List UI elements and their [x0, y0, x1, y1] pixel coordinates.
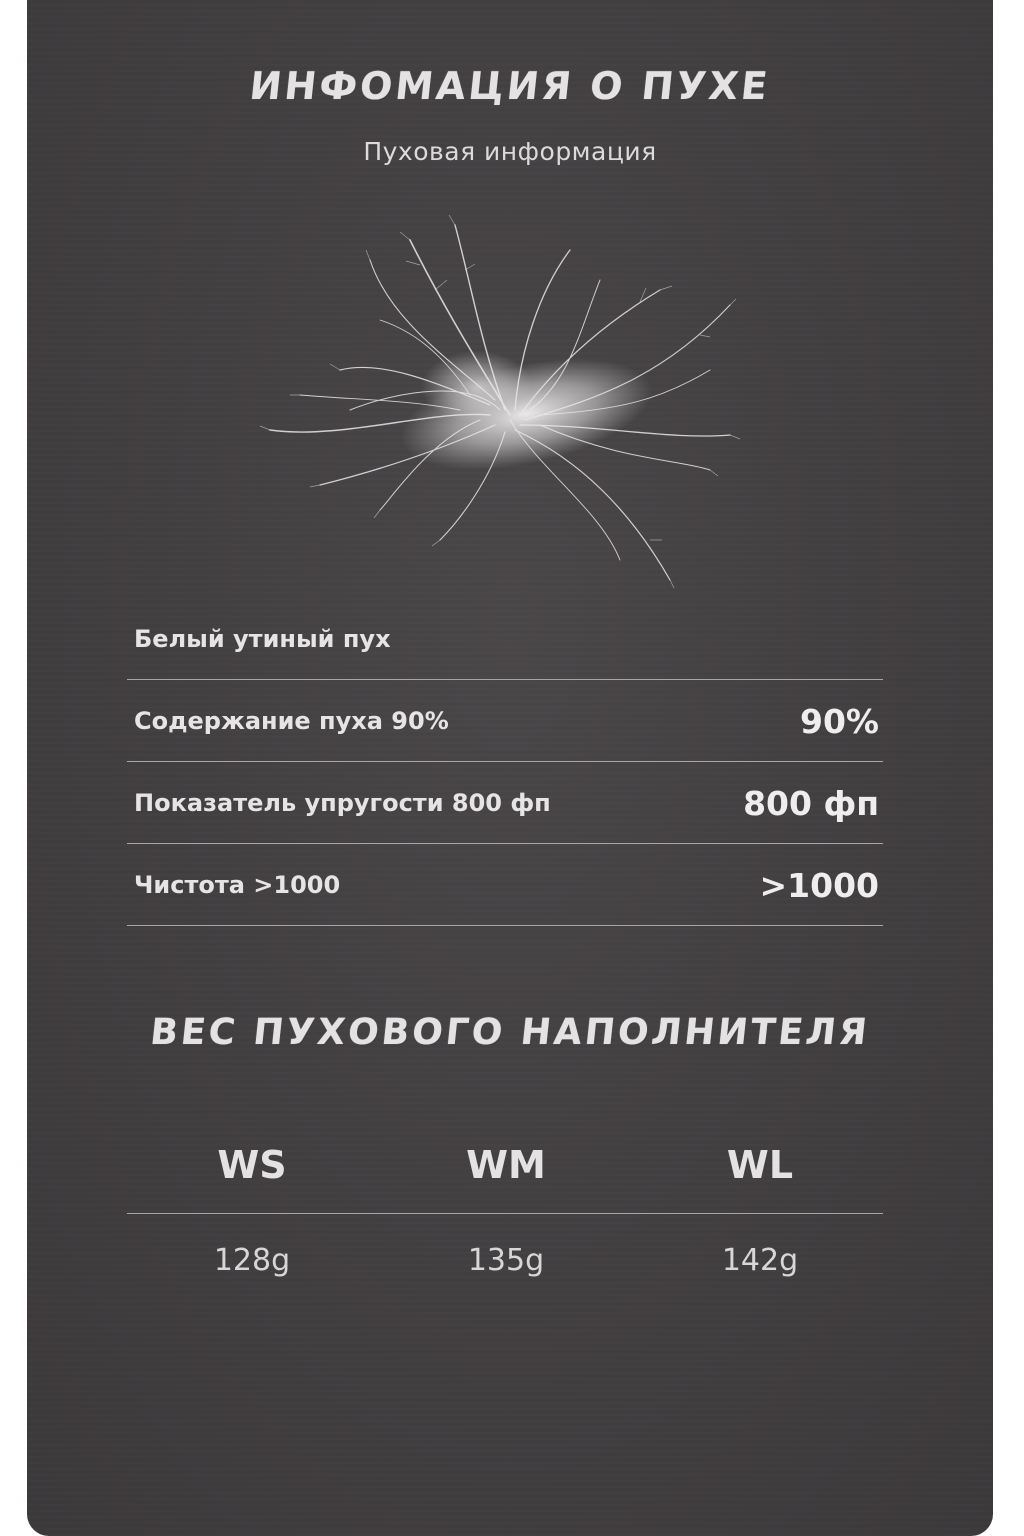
spec-label: Содержание пуха 90% — [134, 707, 449, 735]
down-feather-image — [240, 210, 750, 590]
page-subtitle: Пуховая информация — [363, 137, 657, 166]
spec-label: Показатель упругости 800 фп — [134, 789, 551, 817]
size-weight-value: 142g — [721, 1243, 799, 1278]
size-weight-row — [127, 1236, 883, 1286]
chalkboard-panel — [27, 0, 993, 1536]
size-label: WL — [726, 1143, 794, 1187]
spec-row-down-content — [127, 681, 883, 762]
spec-row-type — [127, 599, 883, 680]
spec-value: >1000 — [759, 866, 879, 905]
size-column-wm — [406, 1134, 606, 1196]
size-weight-value: 128g — [213, 1243, 291, 1278]
size-weight-value: 135g — [467, 1243, 545, 1278]
page-title: ИНФОМАЦИЯ О ПУХЕ — [247, 64, 773, 108]
size-column-ws — [152, 1134, 352, 1196]
divider — [127, 679, 883, 680]
spec-row-fill-power — [127, 763, 883, 844]
spec-value: 800 фп — [743, 784, 879, 823]
spec-type-label: Белый утиный пух — [134, 625, 391, 653]
divider — [127, 843, 883, 844]
divider — [127, 925, 883, 926]
size-label: WS — [217, 1143, 287, 1187]
spec-row-cleanliness — [127, 845, 883, 926]
spec-label: Чистота >1000 — [134, 871, 341, 899]
divider — [127, 1213, 883, 1214]
size-header-row — [127, 1134, 883, 1214]
divider — [127, 761, 883, 762]
fill-weight-title: ВЕС ПУХОВОГО НАПОЛНИТЕЛЯ — [148, 1012, 872, 1053]
spec-value: 90% — [800, 702, 879, 741]
size-label: WM — [466, 1143, 546, 1187]
size-column-wl — [660, 1134, 860, 1196]
